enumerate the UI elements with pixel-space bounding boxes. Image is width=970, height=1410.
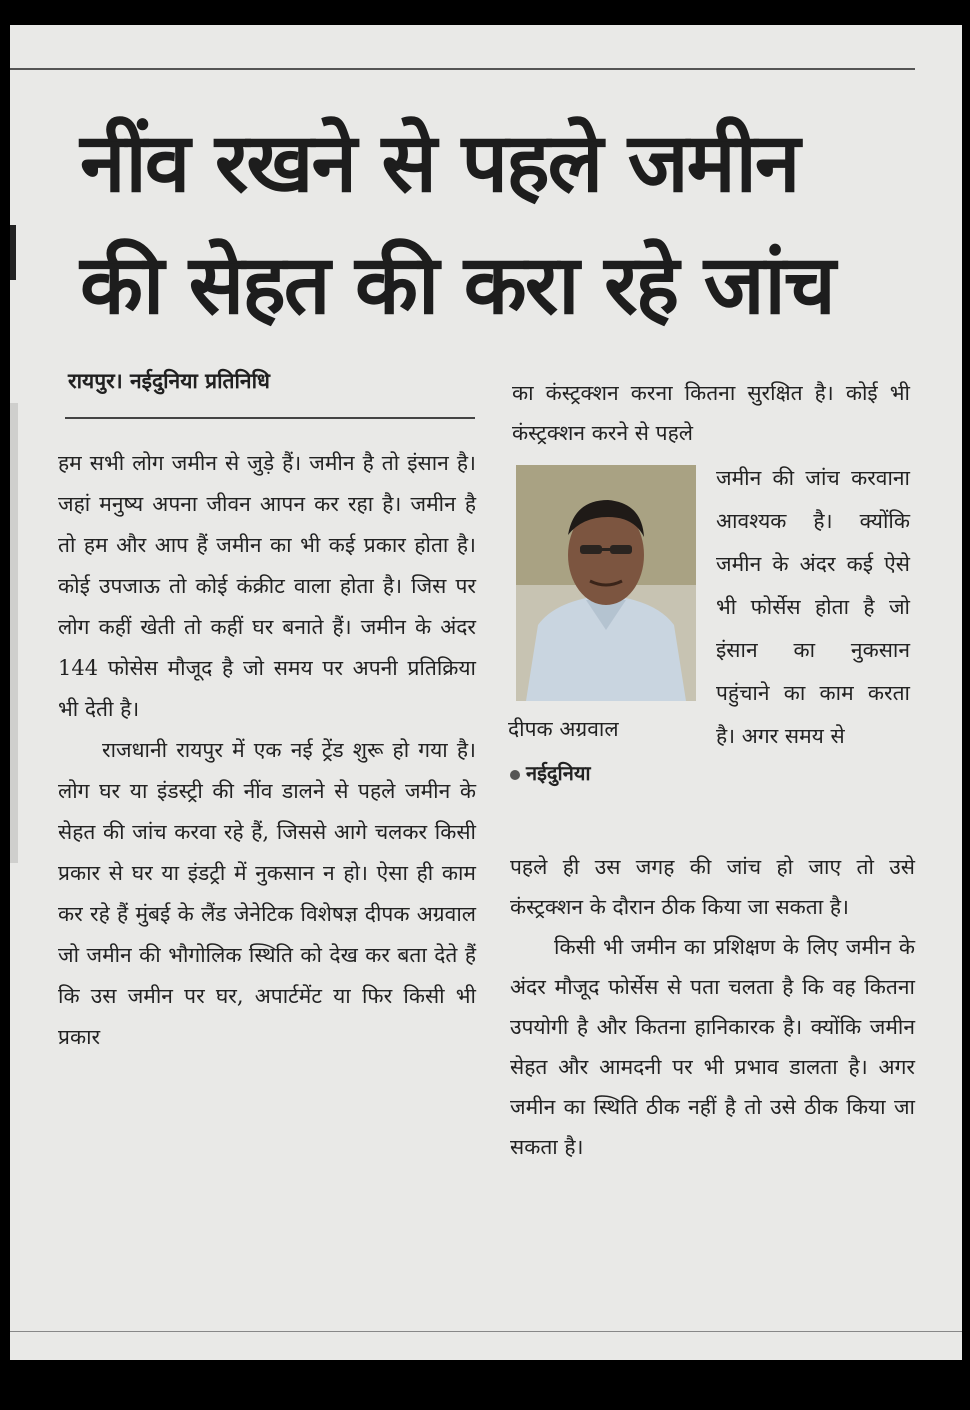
- newspaper-clipping: [10, 25, 962, 1360]
- left-paragraph-1: हम सभी लोग जमीन से जुड़े हैं। जमीन है तो इंसान है। जहां मनुष्य अपना जीवन आपन कर रहा है। जमीन है तो हम और आप हैं जमीन का भी कई प्रकार होता है। कोई उपजाऊ तो कोई कंक्रीट वाला होता है। जिस पर लोग कहीं खेती तो कहीं घर बनाते हैं। जमीन के अंदर 144 फोसेस मौजूद है जो समय पर अपनी प्रतिक्रिया भी देती है।: [58, 451, 476, 721]
- edge-shadow: [10, 403, 18, 863]
- photo-caption-credit: [510, 759, 591, 786]
- right-column-bottom: [510, 847, 915, 1167]
- photo-caption-name: दीपक अग्रवाल: [508, 717, 619, 741]
- left-paragraph-2: राजधानी रायपुर में एक नई ट्रेंड शुरू हो गया है। लोग घर या इंडस्ट्री की नींव डालने से पहले जमीन के सेहत की जांच करवा रहे हैं, जिससे आगे चलकर किसी प्रकार से घर या इंडट्री में नुकसान न हो। ऐसा ही काम कर रहे हैं मुंबई के लैंड जेनेटिक विशेषज्ञ दीपक अग्रवाल जो जमीन की भौगोलिक स्थिति को देख कर बता देते हैं कि उस जमीन पर घर, अपार्टमेंट या फिर किसी भी प्रकार: [58, 738, 476, 1049]
- photo-credit-label: नईदुनिया: [526, 761, 591, 785]
- dateline-rule: [65, 417, 475, 419]
- top-rule: [10, 68, 915, 70]
- portrait-illustration: [516, 465, 696, 701]
- edge-mark: [10, 225, 16, 280]
- headline-line-2: की सेहत की करा रहे जांच: [80, 238, 834, 333]
- headline: [80, 103, 930, 347]
- right-paragraph-1: पहले ही उस जगह की जांच हो जाए तो उसे कंस्ट्रक्शन के दौरान ठीक किया जा सकता है।: [510, 855, 915, 919]
- left-column: [58, 443, 476, 1058]
- portrait-photo: [516, 465, 696, 701]
- bottom-rule: [10, 1331, 962, 1332]
- headline-line-1: नींव रखने से पहले जमीन: [80, 116, 799, 211]
- right-paragraph-2: किसी भी जमीन का प्रशिक्षण के लिए जमीन के अंदर मौजूद फोर्सेस से पता चलता है कि वह कितना उपयोगी है और कितना हानिकारक है। क्योंकि जमीन सेहत और आमदनी पर भी प्रभाव डालता है। अगर जमीन का स्थिति ठीक नहीं है तो उसे ठीक किया जा सकता है।: [510, 935, 915, 1159]
- right-column-beside-photo: जमीन की जांच करवाना आवश्यक है। क्योंकि जमीन के अंदर कई ऐसे भी फोर्सेस होता है जो इंसान का नुकसान पहुंचाने का काम करता है। अगर समय से: [716, 466, 910, 748]
- bullet-icon: [510, 770, 520, 780]
- dateline: रायपुर। नईदुनिया प्रतिनिधि: [68, 369, 270, 393]
- right-column-top: का कंस्ट्रक्शन करना कितना सुरक्षित है। कोई भी कंस्ट्रक्शन करने से पहले: [512, 381, 910, 445]
